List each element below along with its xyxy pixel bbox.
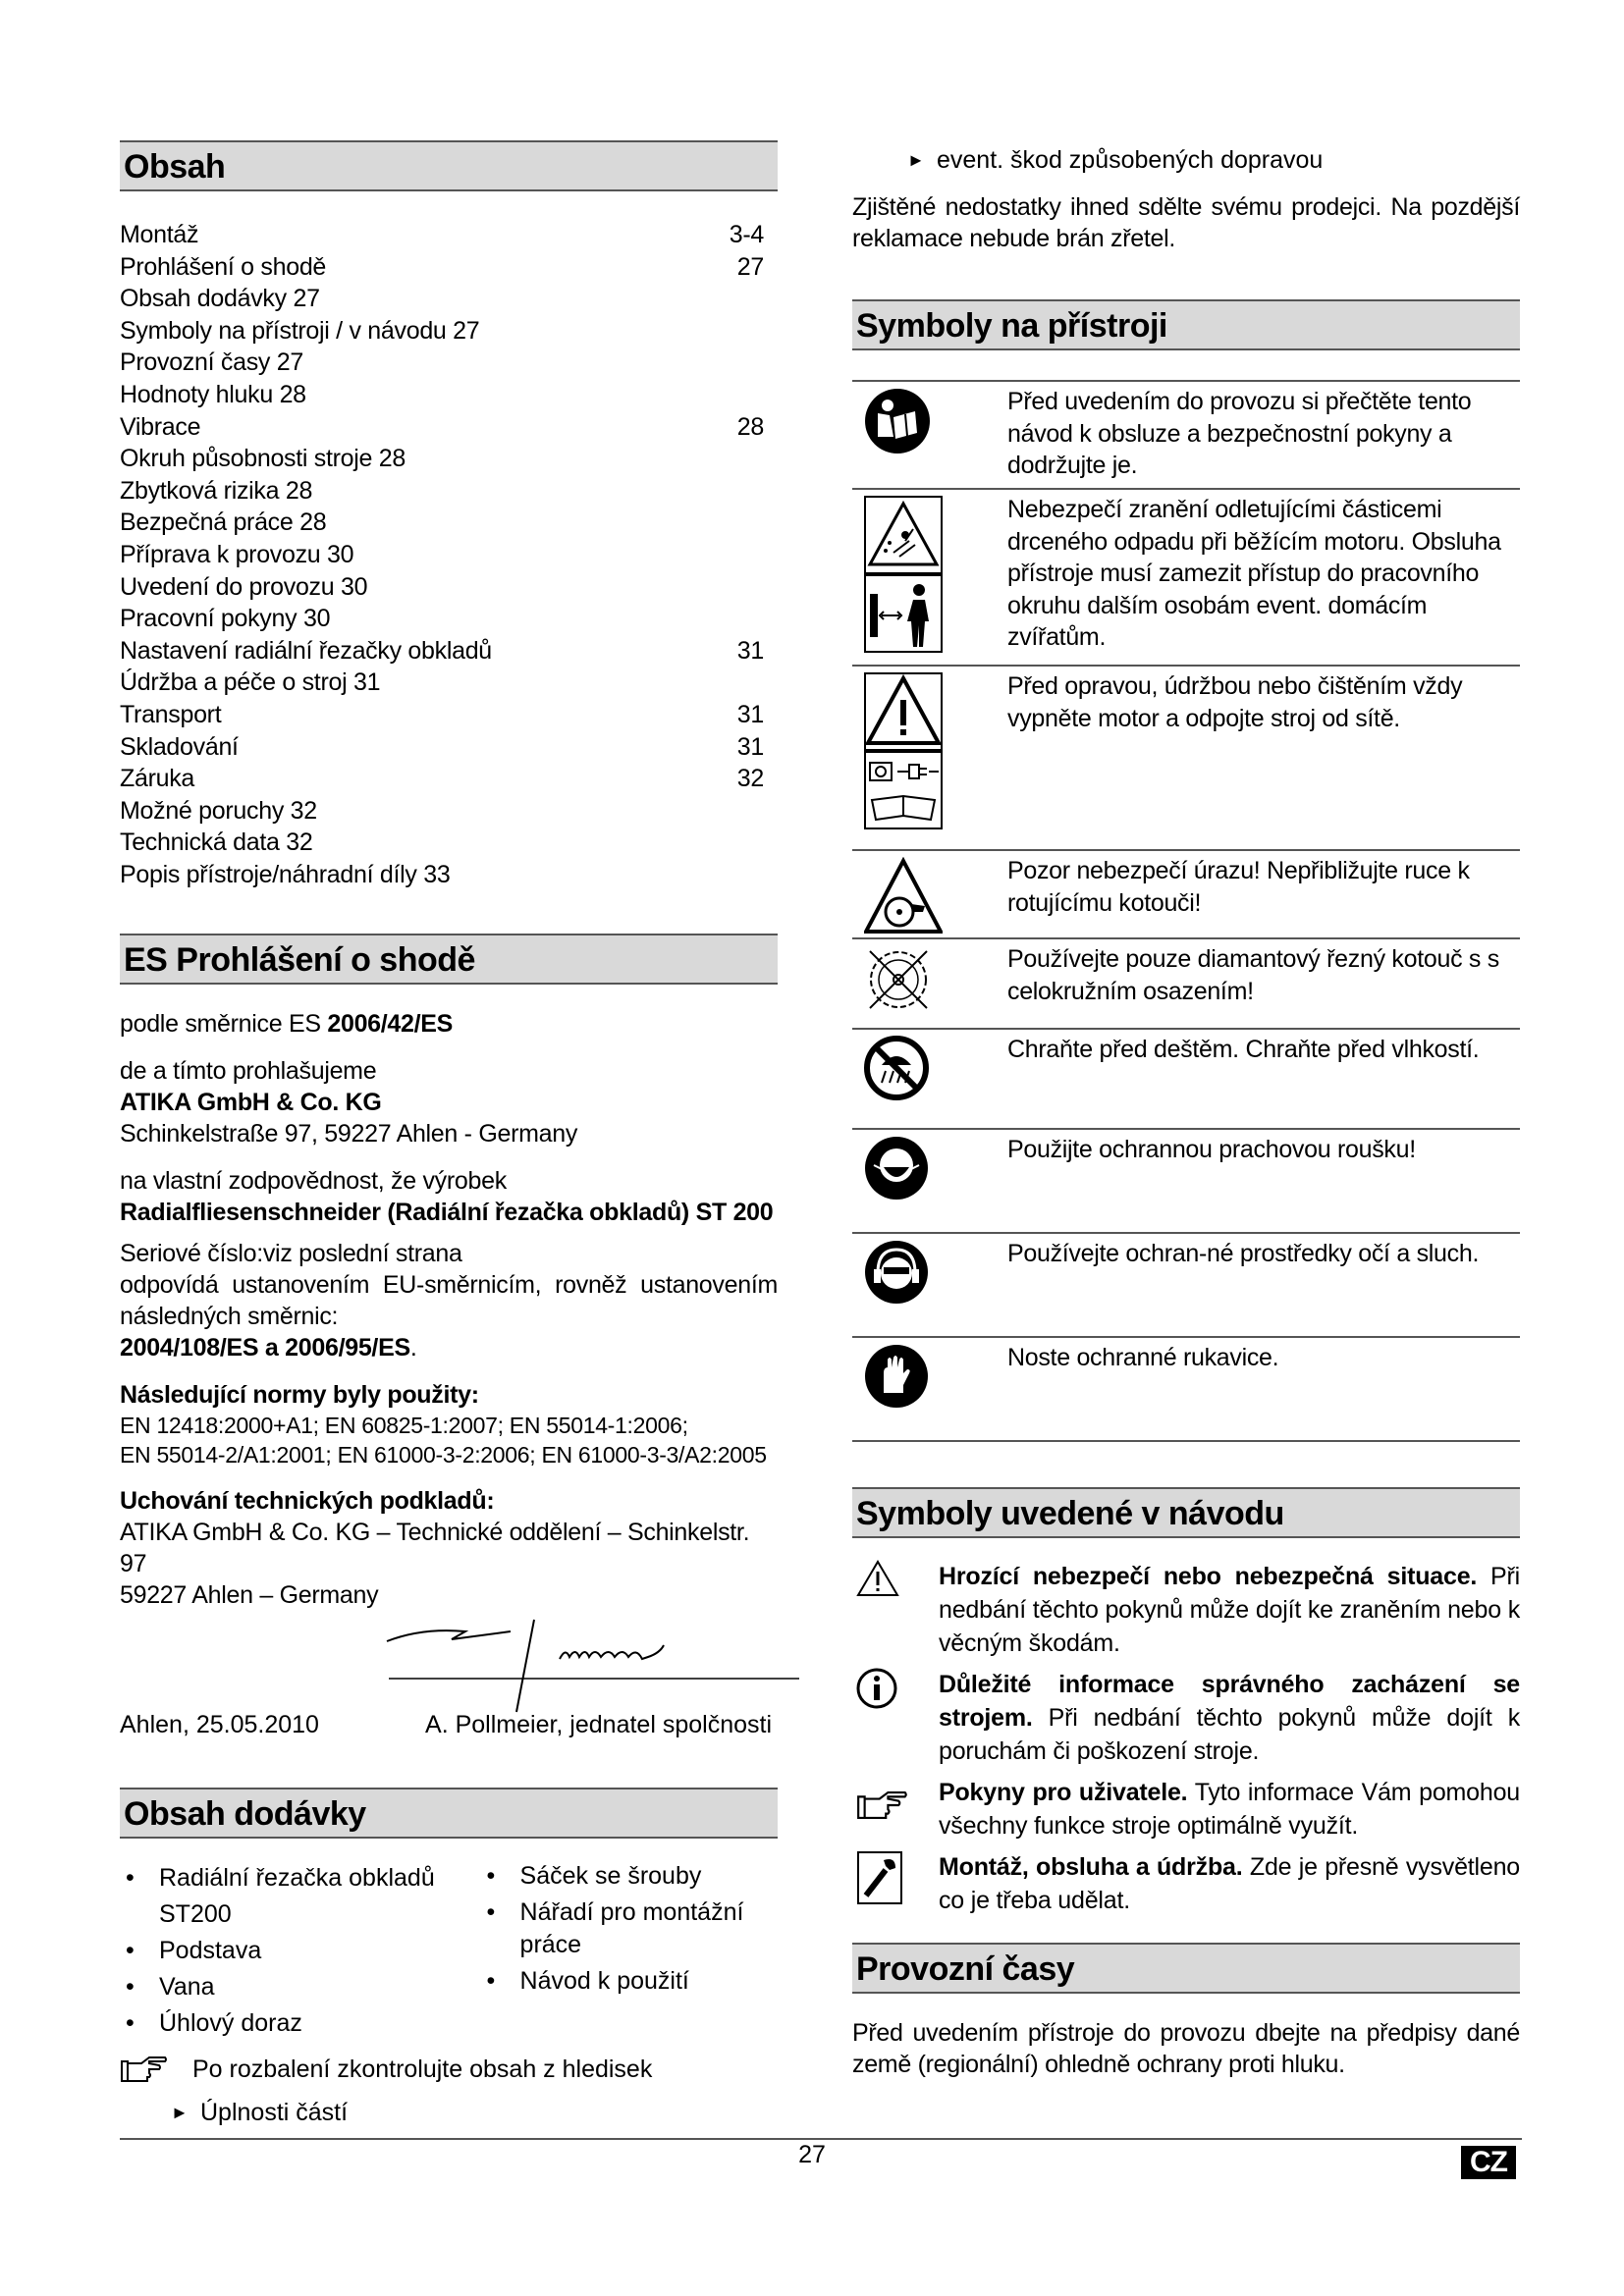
company-name: ATIKA GmbH & Co. KG xyxy=(120,1089,382,1117)
toc-item-label: Obsah dodávky 27 xyxy=(120,285,320,313)
symbol-icon-cell xyxy=(852,1030,1007,1128)
symbol-icon-cell xyxy=(852,382,1007,488)
signatory: A. Pollmeier, jednatel spolčnosti xyxy=(425,1711,772,1739)
manual-symbol-text: Důležité informace správného zacházení se strojem. Při nedbání těchto pokynů může dojít k poruchám či poškození stroje. xyxy=(939,1671,1520,1765)
toc-item-page: 28 xyxy=(736,412,764,441)
symbol-row-unplug xyxy=(852,667,1520,851)
docs-title: Uchování technických podkladů: xyxy=(120,1487,495,1516)
delivery-item: • Podstava xyxy=(120,1933,481,1969)
warning-triangle-icon xyxy=(856,1560,899,1597)
manual-symbol-text: Hrozící nebezpečí nebo nebezpečná situace. Při nedbání těchto pokynů může dojít ke zraněním nebo k věcným škodám. xyxy=(939,1563,1521,1657)
delivery-item: • Sáček se šrouby xyxy=(481,1860,778,1893)
pointing-hand-icon xyxy=(856,1786,909,1825)
declaration-heading: ES Prohlášení o shodě xyxy=(120,934,778,985)
directive-line: podle směrnice ES 2006/42/ES xyxy=(120,1010,454,1039)
symbol-icon-cell xyxy=(852,851,1007,937)
toc-item xyxy=(120,475,778,507)
norms-line-1: EN 12418:2000+A1; EN 60825-1:2007; EN 55014-1:2006; xyxy=(120,1413,688,1439)
toc-item-label: Bezpečná práce 28 xyxy=(120,508,327,537)
warning-triangle-icon xyxy=(864,672,943,751)
symbol-icon-cell xyxy=(852,1130,1007,1232)
symbol-row-dust-mask xyxy=(852,1130,1520,1234)
toc-heading: Obsah xyxy=(120,140,778,191)
toc-item-label: Provozní časy 27 xyxy=(120,348,303,377)
eye-ear-protection-icon xyxy=(864,1240,929,1305)
symbol-text: Noste ochranné rukavice. xyxy=(1007,1344,1279,1371)
dust-mask-icon xyxy=(864,1136,929,1201)
check-item-1 xyxy=(120,2097,778,2128)
left-column xyxy=(120,140,778,2128)
check-item-1-text: Úplnosti částí xyxy=(200,2099,349,2127)
page-number: 27 xyxy=(798,2141,826,2168)
manual-icon-cell xyxy=(852,1850,939,1917)
toc-item-label: Uvedení do provozu 30 xyxy=(120,572,368,601)
toc-item xyxy=(120,827,778,859)
unplug-icon xyxy=(864,751,943,829)
toc-item-label: Pracovní pokyny 30 xyxy=(120,605,331,633)
toc-item-label: Skladování xyxy=(120,732,239,761)
check-item-2-text: event. škod způsobených dopravou xyxy=(937,146,1324,174)
toc-item-page xyxy=(764,315,778,347)
toc-item-label: Zbytková rizika 28 xyxy=(120,476,313,505)
symbol-row-read-manual xyxy=(852,382,1520,490)
toc-item-page xyxy=(764,827,778,859)
toc-item-page: 3-4 xyxy=(729,221,764,248)
footer-divider xyxy=(120,2138,1522,2140)
right-column xyxy=(852,140,1520,2080)
toc-item-page xyxy=(764,571,778,604)
operating-times-text: Před uvedením přístroje do provozu dbejte na předpisy dané země (regionální) ohledně ochrany proti hluku. xyxy=(852,2019,1520,2078)
delivery-item: • Vana xyxy=(120,1969,481,2005)
toc-item-page: 31 xyxy=(736,636,764,665)
symbol-row-gloves xyxy=(852,1338,1520,1442)
symbol-text: Používejte pouze diamantový řezný kotouč s s celokružním osazením! xyxy=(1007,945,1499,1005)
responsibility: na vlastní zodpovědnost, že výrobek xyxy=(120,1167,507,1196)
toc-item-label: Symboly na přístroji / v návodu 27 xyxy=(120,316,480,345)
toc-item-label: Technická data 32 xyxy=(120,828,313,857)
toc-item-label: Hodnoty hluku 28 xyxy=(120,380,306,408)
we-declare: de a tímto prohlašujeme xyxy=(120,1057,377,1086)
manual-icon-cell xyxy=(852,1560,939,1660)
symbol-text: Pozor nebezpečí úrazu! Nepřibližujte ruce k rotujícímu kotouči! xyxy=(1007,857,1470,917)
toc-item-label: Nastavení radiální řezačky obkladů xyxy=(120,636,492,665)
toc-item-label: Montáž xyxy=(120,221,199,248)
toc-item-label: Záruka xyxy=(120,765,195,793)
toc-item xyxy=(120,411,778,444)
symbol-text: Použijte ochrannou prachovou roušku! xyxy=(1007,1136,1416,1163)
defect-notice: Zjištěné nedostatky ihned sdělte svému prodejci. Na pozdější reklamace nebude brán zřetel. xyxy=(852,193,1520,252)
info-icon xyxy=(856,1668,897,1709)
toc-item-page xyxy=(764,795,778,828)
manual-symbol-info xyxy=(852,1668,1520,1768)
toc-item-page xyxy=(764,379,778,411)
language-badge: CZ xyxy=(1461,2146,1516,2179)
toc-item xyxy=(120,443,778,475)
docs-line-1: ATIKA GmbH & Co. KG – Technické oddělení – Schinkelstr. 97 xyxy=(120,1519,750,1578)
symbol-text: Nebezpečí zranění odletujícími částicemi drceného odpadu při běžícím motoru. Obsluha přístroje musí zamezit přístup do pracovního okruhu dalším osobám event. domácím zvířatům. xyxy=(1007,496,1501,651)
manual-symbol-text: Montáž, obsluha a údržba. Zde je přesně vysvětleno co je třeba udělat. xyxy=(939,1853,1520,1914)
read-manual-icon xyxy=(864,388,931,454)
toc-item xyxy=(120,379,778,411)
manual-icon-cell xyxy=(852,1776,939,1842)
device-symbols-heading: Symboly na přístroji xyxy=(852,299,1520,350)
manual-symbol-assembly xyxy=(852,1850,1520,1917)
table-of-contents xyxy=(120,219,778,890)
toc-item-page: 32 xyxy=(736,765,764,793)
toc-item xyxy=(120,603,778,635)
toc-item-page: 31 xyxy=(736,700,764,728)
manual-symbols-list xyxy=(852,1560,1520,1917)
toc-item-label: Vibrace xyxy=(120,412,201,441)
toc-item-label: Prohlášení o shodě xyxy=(120,252,327,281)
toc-item xyxy=(120,283,778,315)
delivery-item: • Radiální řezačka obkladů ST200 xyxy=(120,1860,481,1933)
toc-item-page: 27 xyxy=(736,252,764,281)
docs-line-2: 59227 Ahlen – Germany xyxy=(120,1581,379,1610)
toc-item xyxy=(120,795,778,828)
flying-particles-warning-icon xyxy=(864,496,943,574)
toc-item-label: Transport xyxy=(120,700,222,728)
symbol-text: Používejte ochran-né prostředky očí a sluch. xyxy=(1007,1240,1480,1267)
serial-number: Seriové číslo:viz poslední strana xyxy=(120,1240,462,1268)
unpack-hint-text: Po rozbalení zkontrolujte obsah z hledisek xyxy=(192,2056,653,2084)
signature-image xyxy=(383,1618,805,1716)
toc-item-page xyxy=(764,603,778,635)
symbol-icon-cell xyxy=(852,667,1007,849)
delivery-item: • Návod k použití xyxy=(481,1965,778,1998)
manual-icon-cell xyxy=(852,1668,939,1768)
symbol-row-no-rain xyxy=(852,1030,1520,1130)
manual-symbol-text: Pokyny pro uživatele. Tyto informace Vám pomohou všechny funkce stroje optimálně využít. xyxy=(939,1779,1520,1840)
product-name: Radialfliesenschneider (Radiální řezačka obkladů) ST 200 xyxy=(120,1199,774,1227)
toc-item xyxy=(120,731,778,764)
directives: 2004/108/ES a 2006/95/ES. xyxy=(120,1334,417,1362)
toc-item xyxy=(120,507,778,539)
toc-item-page xyxy=(764,347,778,379)
toc-item xyxy=(120,539,778,571)
symbol-icon-cell xyxy=(852,490,1007,665)
toc-item-label: Popis přístroje/náhradní díly 33 xyxy=(120,860,451,888)
arrow-icon: ► xyxy=(171,2103,189,2123)
toc-item xyxy=(120,667,778,699)
operating-times-heading: Provozní časy xyxy=(852,1943,1520,1994)
toc-item-page: 31 xyxy=(736,732,764,761)
delivery-list-col-2 xyxy=(481,1860,778,2042)
toc-item xyxy=(120,571,778,604)
norms-line-2: EN 55014-2/A1:2001; EN 61000-3-2:2006; EN 61000-3-3/A2:2005 xyxy=(120,1442,767,1468)
symbol-icon-cell xyxy=(852,939,1007,1028)
company-address: Schinkelstraße 97, 59227 Ahlen - Germany xyxy=(120,1120,578,1148)
delivery-list-col-1 xyxy=(120,1860,481,2042)
rotating-blade-warning-icon xyxy=(864,857,943,935)
symbol-row-eye-ear-protection xyxy=(852,1234,1520,1338)
toc-item-label: Možné poruchy 32 xyxy=(120,796,317,825)
symbol-icon-cell xyxy=(852,1338,1007,1440)
check-item-2 xyxy=(852,144,1520,176)
toc-item-page xyxy=(764,539,778,571)
symbol-row-diamond-blade xyxy=(852,939,1520,1030)
toc-item xyxy=(120,635,778,667)
manual-symbol-danger xyxy=(852,1560,1520,1660)
toc-item-page xyxy=(764,507,778,539)
manual-symbols-heading: Symboly uvedené v návodu xyxy=(852,1487,1520,1538)
wrench-icon xyxy=(856,1850,903,1905)
toc-item-page xyxy=(764,859,778,891)
toc-item-label: Okruh působnosti stroje 28 xyxy=(120,445,406,473)
symbol-row-rotating-blade xyxy=(852,851,1520,939)
toc-item xyxy=(120,699,778,731)
keep-distance-icon xyxy=(864,574,943,653)
symbol-text: Před opravou, údržbou nebo čištěním vždy vypněte motor a odpojte stroj od sítě. xyxy=(1007,672,1463,732)
symbol-icon-cell xyxy=(852,1234,1007,1336)
toc-item-page xyxy=(764,475,778,507)
delivery-list xyxy=(120,1860,778,2042)
toc-item-label: Příprava k provozu 30 xyxy=(120,540,354,568)
conformity: odpovídá ustanovením EU-směrnicím, rovněž ustanovením následných směrnic: xyxy=(120,1271,778,1331)
symbol-text: Chraňte před deštěm. Chraňte před vlhkostí. xyxy=(1007,1036,1480,1063)
diamond-blade-icon xyxy=(864,945,933,1014)
symbol-row-flying-particles xyxy=(852,490,1520,667)
toc-item xyxy=(120,347,778,379)
gloves-icon xyxy=(864,1344,929,1409)
place-date: Ahlen, 25.05.2010 xyxy=(120,1711,319,1739)
toc-item xyxy=(120,219,778,251)
arrow-icon: ► xyxy=(907,150,925,170)
delivery-item: • Nářadí pro montážní práce xyxy=(481,1896,778,1961)
delivery-heading: Obsah dodávky xyxy=(120,1788,778,1839)
norms-title: Následující normy byly použity: xyxy=(120,1381,479,1410)
toc-item xyxy=(120,859,778,891)
unpack-hint xyxy=(120,2054,778,2085)
toc-item-page xyxy=(764,283,778,315)
delivery-item: • Úhlový doraz xyxy=(120,2005,481,2042)
toc-item-label: Údržba a péče o stroj 31 xyxy=(120,668,381,697)
toc-item-page xyxy=(764,443,778,475)
pointing-hand-icon xyxy=(120,2054,169,2085)
no-rain-icon xyxy=(864,1036,929,1100)
symbol-text: Před uvedením do provozu si přečtěte tento návod k obsluze a bezpečnostní pokyny a dodržujte je. xyxy=(1007,388,1472,479)
toc-item-page xyxy=(764,667,778,699)
device-symbols-table xyxy=(852,380,1520,1442)
manual-symbol-user-tip xyxy=(852,1776,1520,1842)
toc-item xyxy=(120,251,778,284)
toc-item xyxy=(120,315,778,347)
toc-item xyxy=(120,763,778,795)
